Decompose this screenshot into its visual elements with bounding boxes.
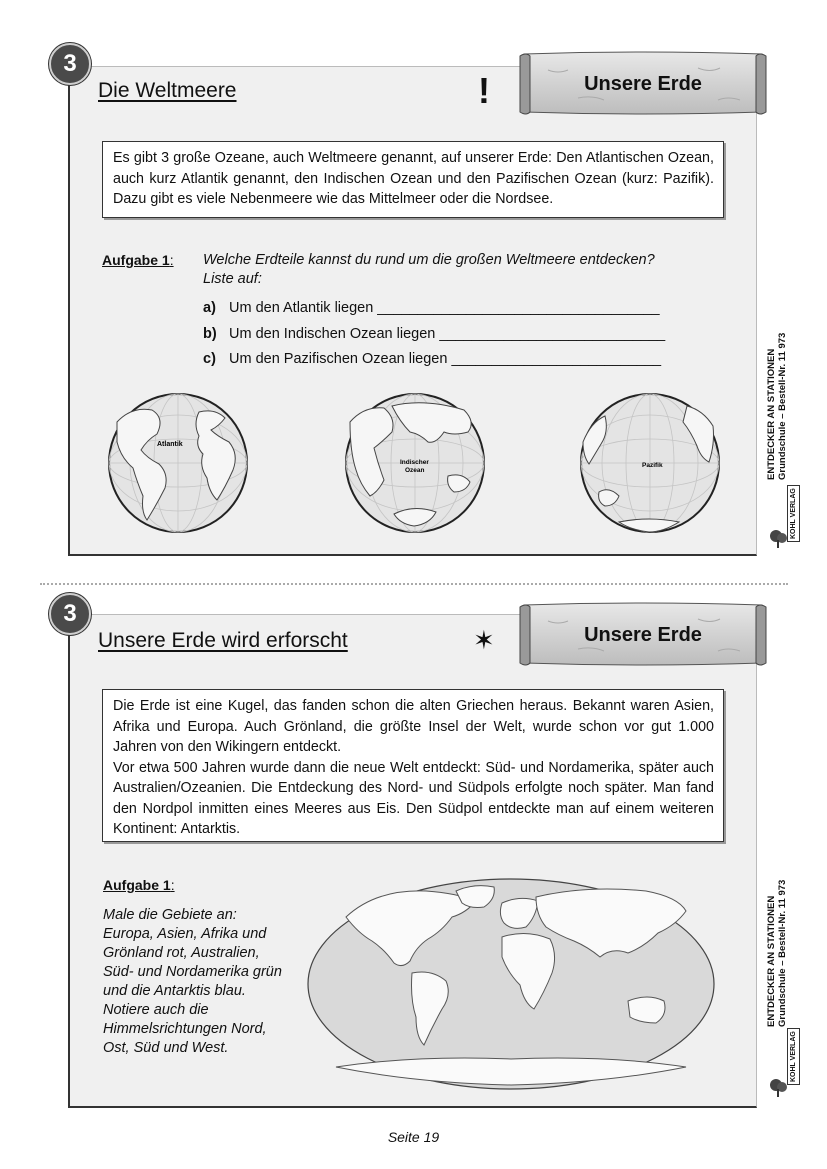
task-instructions: Male die Gebiete an: Europa, Asien, Afrika und Grönland rot, Australien, Süd- und Nordamerika grün und die Antarktis blau. Notiere auch die Himmelsrichtungen Nord, Ost, Süd und West.: [103, 907, 282, 1056]
side-imprint-line2: Grundschule – Bestell-Nr. 11 973: [777, 332, 788, 480]
tree-logo-icon: [768, 1077, 790, 1099]
station-number-badge: 3: [49, 593, 91, 635]
task-label-text: Aufgabe 1: [103, 877, 171, 893]
world-map[interactable]: [306, 877, 716, 1092]
globe-label: Indischer: [400, 459, 429, 466]
item-letter: c): [203, 351, 216, 367]
item-letter: a): [203, 300, 216, 316]
info-box: [102, 689, 724, 842]
station-number-badge: 3: [49, 43, 91, 85]
side-imprint-line1: ENTDECKER AN STATIONEN: [766, 895, 777, 1027]
task-label-colon: :: [170, 877, 175, 893]
side-imprint: [764, 845, 810, 1110]
exclamation-icon: !: [478, 70, 490, 111]
info-paragraph-1: Die Erde ist eine Kugel, das fanden schon die alten Griechen heraus. Bekannt waren Asien, Afrika und Europa. Auch Grönland, die größte Insel der Welt, wurde schon vor gut 1.000 Jahren von den Wikingern entdeckt.: [113, 698, 714, 755]
info-box: [102, 141, 724, 218]
tree-logo-icon: [768, 528, 790, 550]
globe-indischer-ozean: [344, 392, 486, 534]
item-text: Um den Atlantik liegen ___________________________________: [229, 300, 660, 316]
page-title: Die Weltmeere: [98, 79, 237, 102]
info-paragraph-2: Vor etwa 500 Jahren wurde dann die neue Welt entdeckt: Süd- und Nordamerika, später auch Australien/Ozeanien. Die Entdeckung des Nord- und Südpols erfolgte noch später. Man fand den Nordpol inmitten eines Meeres aus Eis. Den Südpol entdeckte man auf einem weiteren Kontinent: Antarktis.: [113, 759, 714, 837]
task-label: [102, 252, 174, 268]
globe-atlantik-graphic: [107, 392, 249, 534]
answer-line-b[interactable]: [203, 326, 665, 342]
item-text: Um den Pazifischen Ozean liegen __________________________: [229, 351, 662, 367]
task-label-colon: :: [169, 252, 174, 268]
item-letter: b): [203, 326, 217, 342]
banner-title: Unsere Erde: [584, 623, 702, 646]
star-icon: ✶: [473, 625, 495, 655]
answer-line-a[interactable]: [203, 300, 660, 316]
question-line-2: Liste auf:: [203, 271, 262, 287]
task-label: [103, 877, 175, 893]
task-label-text: Aufgabe 1: [102, 252, 170, 268]
question-line-1: Welche Erdteile kannst du rund um die großen Weltmeere entdecken?: [203, 252, 655, 268]
task-question: [203, 251, 655, 289]
side-imprint-text: [766, 880, 788, 1027]
globe-label: Ozean: [405, 467, 425, 474]
item-text: Um den Indischen Ozean liegen ____________________________: [229, 326, 666, 342]
page-number: Seite 19: [387, 1129, 440, 1145]
info-text: Es gibt 3 große Ozeane, auch Weltmeere genannt, auf unserer Erde: Den Atlantischen Ozean, auch kurz Atlantik genannt, den Indischen Ozean und den Pazifischen Ozean (kurz: Pazifik). Dazu gibt es viele Nebenmeere wie das Mittelmeer oder die Nordsee.: [113, 150, 714, 207]
publisher-logo-text: KOHL VERLAG: [787, 1028, 800, 1085]
globe-label: Pazifik: [642, 462, 663, 469]
banner-title: Unsere Erde: [584, 72, 702, 95]
globe-pazifik-graphic: [579, 392, 721, 534]
globe-atlantik: [107, 392, 249, 534]
publisher-logo-text: KOHL VERLAG: [787, 485, 800, 542]
side-imprint-line1: ENTDECKER AN STATIONEN: [766, 348, 777, 480]
side-imprint-text: [766, 333, 788, 480]
globe-label: Atlantik: [157, 441, 183, 448]
side-imprint-line2: Grundschule – Bestell-Nr. 11 973: [777, 879, 788, 1027]
world-map-graphic: [306, 877, 716, 1092]
answer-line-c[interactable]: [203, 351, 661, 367]
side-imprint: [764, 290, 810, 560]
cut-line: [40, 583, 788, 585]
globe-pazifik: [579, 392, 721, 534]
globe-indischer-ozean-graphic: [344, 392, 486, 534]
banner-scroll: [518, 50, 768, 116]
banner-scroll: [518, 601, 768, 667]
section-title: Unsere Erde wird erforscht: [98, 629, 348, 652]
